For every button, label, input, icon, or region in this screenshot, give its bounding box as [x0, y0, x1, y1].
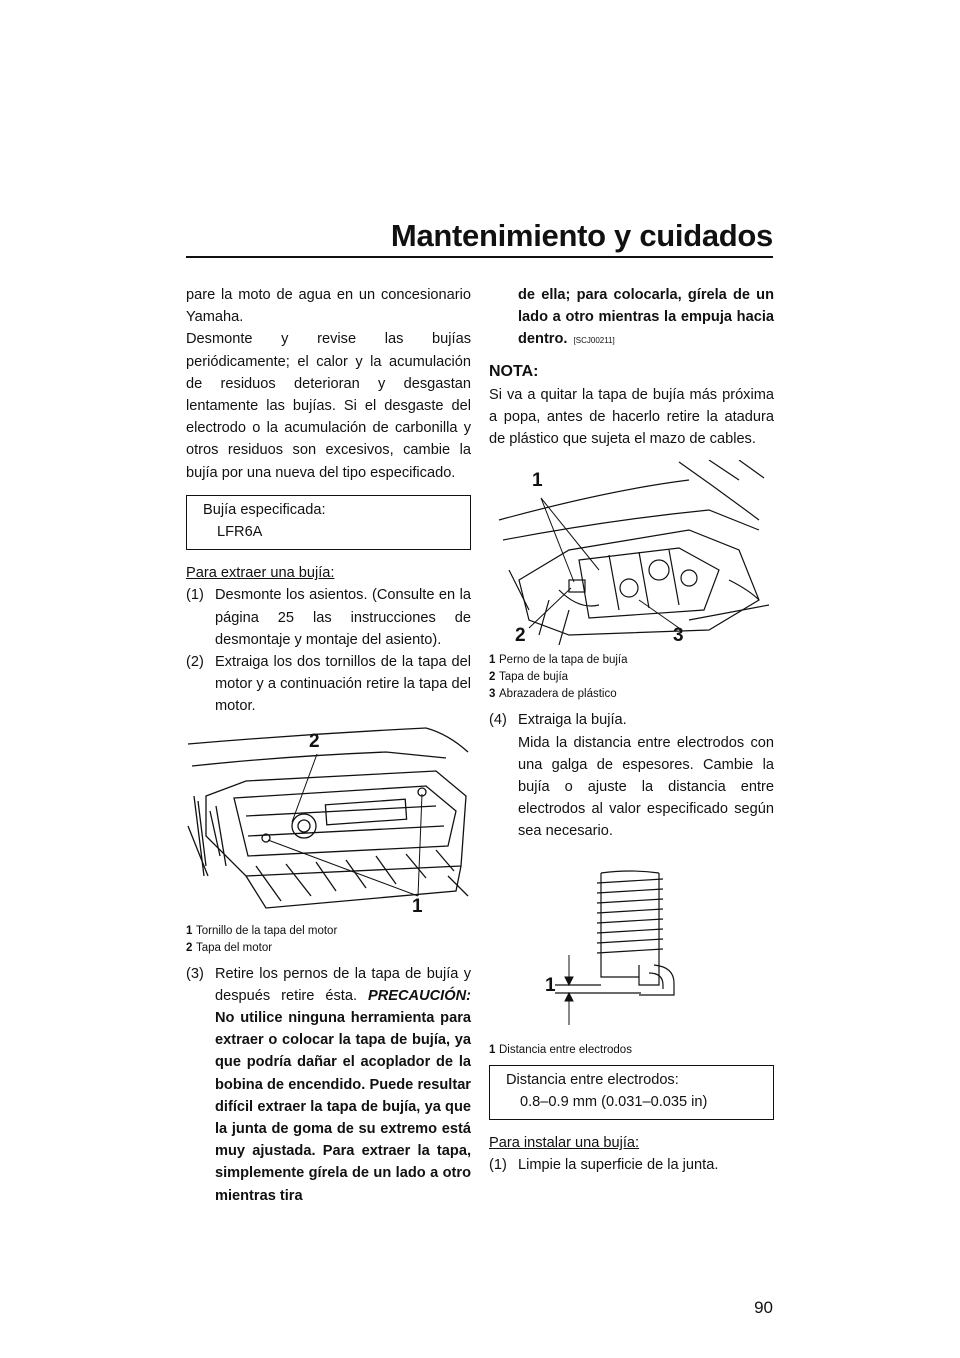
- spec-value: LFR6A: [217, 524, 263, 541]
- caption-number: 2: [489, 671, 496, 684]
- electrode-gap-spec-box: [489, 1065, 774, 1120]
- engine-cover-illustration: [186, 726, 471, 921]
- spec-label: Bujía especificada:: [203, 501, 326, 518]
- remove-subheading: Para extraer una bujía:: [186, 565, 335, 582]
- fig2-callout-2: 2: [515, 625, 526, 647]
- gap-label: Distancia entre electrodos:: [506, 1071, 679, 1088]
- step-2-number: (2): [186, 654, 204, 671]
- step-3-text: Retire los pernos de la tapa de bujía y después retire ésta.: [215, 965, 471, 1004]
- step-4-number: (4): [489, 712, 507, 729]
- fig1-callout-1: 1: [412, 895, 423, 917]
- title-rule: [186, 256, 773, 258]
- caption-text: Abrazadera de plástico: [499, 688, 617, 701]
- step-2-text: Extraiga los dos tornillos de la tapa del motor y a continuación retire la tapa del motor.: [215, 654, 471, 715]
- fig2-captions: [489, 652, 774, 703]
- caption-item: [489, 669, 774, 686]
- caption-number: 1: [186, 924, 193, 937]
- caption-text: Tapa del motor: [196, 941, 273, 954]
- caption-number: 1: [489, 654, 496, 667]
- caption-item: [489, 686, 774, 703]
- caution-label: PRECAUCIÓN:: [368, 987, 471, 1004]
- step-1: [186, 584, 471, 651]
- right-column: [489, 284, 774, 1176]
- caption-item: [186, 923, 471, 940]
- fig3-callout-1: 1: [545, 974, 556, 996]
- step-3-body: [215, 963, 471, 1207]
- nota-text: Si va a quitar la tapa de bujía más próxima a popa, antes de hacerlo retire la atadura de plástico que sujeta el mazo de cables.: [489, 386, 774, 448]
- caption-text: Tornillo de la tapa del motor: [196, 924, 338, 937]
- install-step-1-text: Limpie la superficie de la junta.: [518, 1157, 719, 1174]
- page-number: 90: [754, 1298, 773, 1317]
- caption-number: 2: [186, 941, 193, 954]
- step-2: [186, 651, 471, 718]
- spark-plug-gap-figure: [489, 865, 774, 1040]
- caption-text: Tapa de bujía: [499, 671, 569, 684]
- intro-text: pare la moto de agua en un concesionario Yamaha.: [186, 287, 471, 326]
- step-1-text: Desmonte los asientos. (Consulte en la página 25 las instrucciones de desmontaje y montaje del asiento).: [215, 587, 471, 648]
- fig2-callout-3: 3: [673, 625, 684, 647]
- spark-cap-figure: [489, 460, 774, 650]
- step-3-number: (3): [186, 965, 204, 982]
- engine-cover-figure: [186, 726, 471, 921]
- caution-continued-text: de ella; para colocarla, gírela de un lado a otro mientras la empuja hacia dentro.: [518, 287, 774, 348]
- step-1-number: (1): [186, 587, 204, 604]
- step-4-subtext: Mida la distancia entre electrodos con una galga de espesores. Cambie la bujía o ajuste la distancia entre electrodos al valor especificado según sea necesario.: [518, 734, 774, 840]
- left-column: [186, 284, 471, 1207]
- step-3: [186, 963, 471, 1207]
- nota-heading: NOTA:: [489, 362, 539, 380]
- fig2-callout-1: 1: [532, 470, 543, 492]
- page-title: Mantenimiento y cuidados: [390, 218, 773, 253]
- fig1-captions: [186, 923, 471, 957]
- step-4: [489, 709, 774, 731]
- install-step-1: [489, 1154, 774, 1176]
- gap-value: 0.8–0.9 mm (0.031–0.035 in): [520, 1093, 708, 1110]
- install-subheading: Para instalar una bujía:: [489, 1135, 640, 1152]
- caption-text: Distancia entre electrodos: [499, 1043, 632, 1056]
- caution-code: [SCJ00211]: [573, 336, 615, 346]
- fig1-callout-2: 2: [309, 730, 320, 752]
- install-step-1-number: (1): [489, 1157, 507, 1174]
- fig3-captions: [489, 1042, 774, 1059]
- caution-continued: [489, 284, 774, 353]
- spark-plug-spec-box: [186, 495, 471, 550]
- caption-item: [186, 940, 471, 957]
- spark-plug-paragraph: Desmonte y revise las bujías periódicamente; el calor y la acumulación de residuos deterioran y desgastan lentamente las bujías. Si el desgaste del electrodo o la acumulación de carbonilla y otros residuos son excesivos, cambie la bujía por una nueva del tipo especificado.: [186, 331, 471, 481]
- spark-plug-gap-illustration: [489, 865, 774, 1040]
- caption-item: [489, 1042, 774, 1059]
- caption-number: 1: [489, 1043, 496, 1056]
- caption-number: 3: [489, 688, 496, 701]
- caption-item: [489, 652, 774, 669]
- caption-text: Perno de la tapa de bujía: [499, 654, 628, 667]
- caution-text: No utilice ninguna herramienta para extraer o colocar la tapa de bujía, ya que podría dañar el acoplador de la bobina de encendido. Puede resultar difícil extraer la tapa de bujía, ya que la junta de goma de su extremo está muy ajustada. Para extraer la tapa, simplemente gírela de un lado a otro mientras tira: [215, 1010, 471, 1204]
- step-4-text: Extraiga la bujía.: [518, 712, 627, 729]
